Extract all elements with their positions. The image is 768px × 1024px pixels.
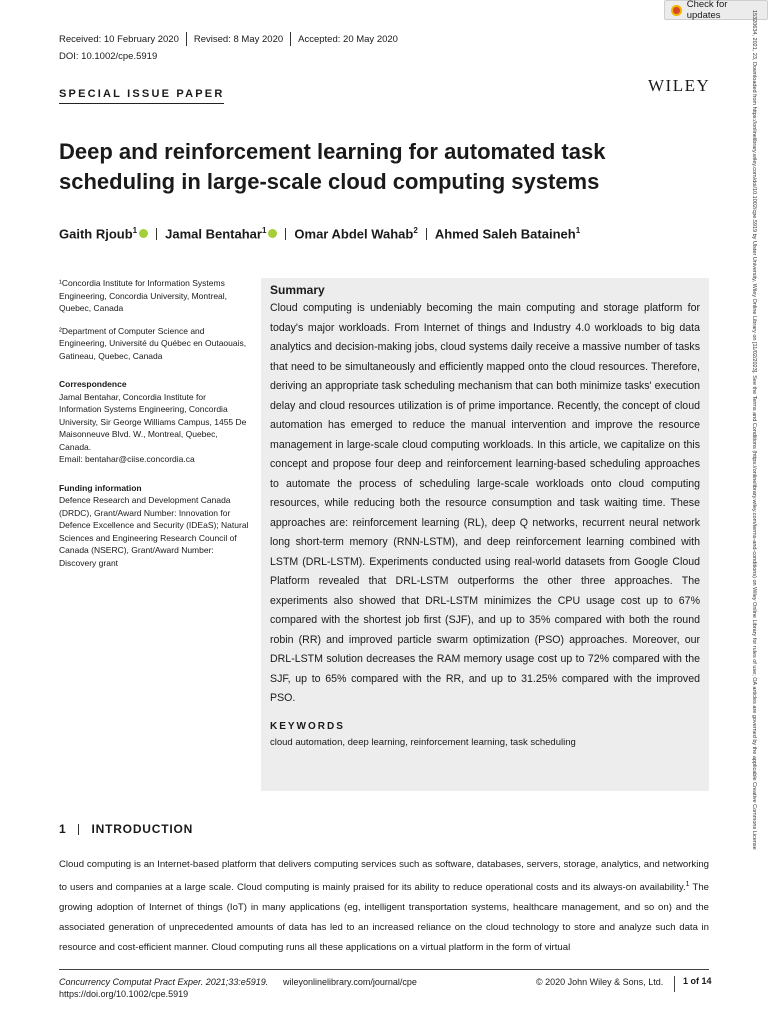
check-for-updates-label: Check for updates xyxy=(686,0,728,21)
copyright: © 2020 John Wiley & Sons, Ltd. xyxy=(536,977,664,987)
divider xyxy=(78,824,79,835)
paper-title: Deep and reinforcement learning for automated task scheduling in large-scale cloud computing systems xyxy=(59,139,606,194)
publication-dates xyxy=(59,32,398,46)
author[interactable]: Omar Abdel Wahab$^2$ xyxy=(294,226,418,242)
crossmark-icon xyxy=(671,5,682,16)
article-sidebar xyxy=(59,277,249,579)
accepted-date: Accepted: 20 May 2020 xyxy=(298,33,398,45)
correspondence-heading: Correspondence xyxy=(59,379,127,389)
summary-text: Cloud computing is undeniably becoming the main computing and storage platform for today's major workloads. From Internet of things and Industry 4.0 workloads to big data analytics and decision-making jobs, cloud systems daily receive a massive number of tasks that need to be simultaneously and efficiently mapped onto the cloud resources. Therefore, deriving an appropriate task scheduling mechanism that can both minimize tasks' execution delay and cloud resources utilization is of prime importance. Recently, the concept of cloud automation has emerged to reduce the manual intervention and improve the resource management in large-scale cloud computing workloads. In this article, we capitalize on this concept and propose four deep and reinforcement learning-based scheduling approaches to automate the process of scheduling large-scale workloads onto cloud computing resources, while reducing both the resource consumption and task waiting time. These approaches are: reinforcement learning (RL), deep Q networks, recurrent neural network long short-term memory (RNN-LSTM), and deep reinforcement learning combined with LSTM (DRL-LSTM). Experiments conducted using real-world datasets from Google Cloud Platform revealed that DRL-LSTM outperforms the other three approaches. The experiments also showed that DRL-LSTM minimizes the CPU usage cost up to 67% compared with the shortest job first (SJF), and up to 35% compared with both the round robin (RR) and improved particle swarm optimization (PSO) approaches. Moreover, our DRL-LSTM solution decreases the RAM memory usage cost up to 72% compared with the SJF, up to 65% compared with the RR, and up to 31.25% compared with the improved PSO. xyxy=(270,302,700,704)
download-notice: 15320634, 2021, 23, Downloaded from https://onlinelibrary.wiley.com/doi/10.1002/cpe.5919 by Ulster University, Wiley Online Library on [11/02/2023]. See the Terms and Conditions (https://onlinelibrary.wiley.com/terms-and-conditions) on Wiley Online Library for rules of use; OA articles are governed by the applicable Creative Commons License xyxy=(751,10,757,850)
keywords-heading: KEYWORDS xyxy=(270,720,345,732)
paper-type: SPECIAL ISSUE PAPER xyxy=(59,88,224,104)
journal-citation: Concurrency Computat Pract Exper. 2021;33:e5919. https://doi.org/10.1002/cpe.5919 xyxy=(59,977,269,999)
author[interactable]: Ahmed Saleh Bataineh$^1$ xyxy=(434,226,581,242)
revised-date: Revised: 8 May 2020 xyxy=(193,33,284,45)
divider xyxy=(285,228,286,240)
funding-text: Defence Research and Development Canada (DRDC), Grant/Award Number: Innovation for Defence Excellence and Security (IDEaS); Natural Sciences and Engineering Research Council of Canada (NSERC), Grant/Award Number: Discovery grant xyxy=(59,495,249,568)
citation-ref[interactable]: 1 xyxy=(685,881,690,888)
keywords-list: cloud automation, deep learning, reinforcement learning, task scheduling xyxy=(270,736,576,748)
orcid-icon[interactable] xyxy=(268,229,277,238)
intro-paragraph: Cloud computing is an Internet-based platform that delivers computing services such as software, databases, servers, storage, analytics, and networking to users and companies at a large scale. Cloud computing is mainly praised for its ability to reduce operational costs and its always-on availability.$^1$ The growing adoption of Internet of things (IoT) in many applications (eg, intelligent transportation systems, healthcare management, and so on) and the associated generation of unprecedented amounts of data has led to an increased reliance on the cloud technology to store and analyze such data in resource and cost-efficient manner. Cloud computing runs all these applications on a virtual platform in the form of virtual xyxy=(59,859,709,954)
summary-heading: Summary xyxy=(270,283,325,297)
affiliation-1: ¹Concordia Institute for Information Systems Engineering, Concordia University, Montreal, Quebec, Canada xyxy=(59,278,228,313)
correspondence-text: Jamal Bentahar, Concordia Institute for Information Systems Engineering, Concordia University, Sir George Williams Campus, 1455 De Maisonneuve Blvd. W., Montreal, Quebec, Canada. xyxy=(59,391,247,452)
section-title: INTRODUCTION xyxy=(91,822,194,836)
publisher-logo: WILEY xyxy=(648,76,711,95)
page-number: 1 of 14 xyxy=(674,976,712,992)
doi[interactable]: DOI: 10.1002/cpe.5919 xyxy=(59,51,158,62)
divider xyxy=(290,32,291,46)
received-date: Received: 10 February 2020 xyxy=(59,33,179,45)
correspondence-email[interactable]: Email: bentahar@ciise.concordia.ca xyxy=(59,454,195,464)
section-heading xyxy=(59,822,193,836)
footer-doi-link[interactable]: https://doi.org/10.1002/cpe.5919 xyxy=(59,989,189,999)
section-number: 1 xyxy=(59,822,67,836)
divider xyxy=(426,228,427,240)
journal-site-link[interactable]: wileyonlinelibrary.com/journal/cpe xyxy=(283,977,417,987)
orcid-icon[interactable] xyxy=(139,229,148,238)
divider xyxy=(156,228,157,240)
divider xyxy=(186,32,187,46)
footer-rule xyxy=(59,969,709,970)
affiliation-2: ²Department of Computer Science and Engineering, Université du Québec en Outaouais, Gatineau, Quebec, Canada xyxy=(59,325,247,361)
author[interactable]: Jamal Bentahar$^1$ xyxy=(165,226,267,242)
abstract-box xyxy=(261,278,709,791)
author-list xyxy=(59,226,580,241)
author[interactable]: Gaith Rjoub$^1$ xyxy=(59,226,138,242)
funding-heading: Funding information xyxy=(59,482,142,493)
